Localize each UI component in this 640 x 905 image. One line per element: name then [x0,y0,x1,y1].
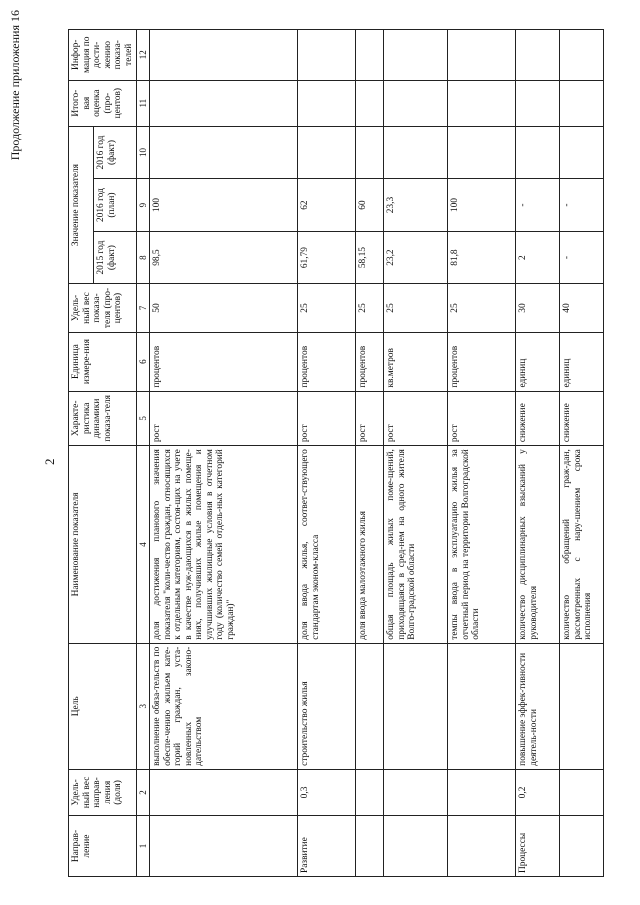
column-number: 5 [137,391,150,446]
cell-indicator-name: количество дисциплинарных взысканий у руководителя [516,446,560,644]
header-info: Инфор-мация по дости-жению показа-телей [69,30,137,81]
cell-total-score [516,80,560,126]
cell-indicator-name: доля ввода жилья, соответ-ствующего стандартам эконом-класса [298,446,356,644]
cell-goal: строительство жилья [298,643,356,769]
cell-direction [448,816,516,877]
cell-direction [150,816,298,877]
cell-direction-weight [150,769,298,815]
cell-indicator-weight: 25 [448,284,516,332]
table-row [516,30,560,877]
column-number: 9 [137,179,150,232]
cell-total-score [356,80,384,126]
cell-direction-weight: 0,2 [516,769,560,815]
cell-2016-plan: - [560,179,604,232]
column-number: 8 [137,231,150,284]
cell-dynamics: рост [150,391,298,446]
cell-info [384,30,448,81]
cell-goal: повышение эффек-тивности деятель-ности [516,643,560,769]
cell-2016-plan: 60 [356,179,384,232]
table-row [448,30,516,877]
header-row-1 [69,30,94,877]
cell-unit: кв.метров [384,332,448,391]
cell-2016-plan: 100 [150,179,298,232]
header-unit: Единица измере-ния [69,332,137,391]
column-number: 11 [137,80,150,126]
column-number: 4 [137,446,150,644]
cell-2016-plan: 62 [298,179,356,232]
cell-info [150,30,298,81]
column-number: 1 [137,816,150,877]
cell-indicator-weight: 25 [384,284,448,332]
header-values-group: Значение показателя [69,126,94,284]
cell-indicator-name: количество обращений граж-дан, рассмотренных с нару-шением срока исполнения [560,446,604,644]
header-2016-plan: 2016 год (план) [94,179,137,232]
header-indicator-weight: Удель-ный вес показа-теля (про-центов) [69,284,137,332]
cell-direction-weight [560,769,604,815]
cell-2015-fact: 61,79 [298,231,356,284]
cell-indicator-name: общая площадь жилых поме-щений, приходящаяся в сред-нем на одного жителя Волго-градской области [384,446,448,644]
cell-info [298,30,356,81]
cell-indicator-name: доля достижения планового значения показателя "коли-чество граждан, относящихся к отдельным категориям, состоя-щих на учете в качестве нуж-дающихся в жилых помеще-ниях, получивших жилые помещения и улучшивших жилищные условия в отчетном году (количество семей отдель-ных категорий граждан)" [150,446,298,644]
cell-2016-fact [298,126,356,179]
cell-2016-fact [560,126,604,179]
cell-2015-fact: 23,2 [384,231,448,284]
cell-dynamics: снижение [516,391,560,446]
cell-info [516,30,560,81]
cell-info [356,30,384,81]
cell-direction [356,816,384,877]
header-goal: Цель [69,643,137,769]
column-number: 10 [137,126,150,179]
cell-2016-plan: 100 [448,179,516,232]
cell-dynamics: рост [356,391,384,446]
cell-total-score [298,80,356,126]
cell-indicator-weight: 25 [298,284,356,332]
cell-total-score [384,80,448,126]
table-row [298,30,356,877]
cell-direction-weight [384,769,448,815]
cell-indicator-weight: 50 [150,284,298,332]
header-2016-fact: 2016 год (факт) [94,126,137,179]
cell-unit: единиц [516,332,560,391]
cell-total-score [560,80,604,126]
header-2015-fact: 2015 год (факт) [94,231,137,284]
cell-2016-plan: - [516,179,560,232]
header-indicator-name: Наименование показателя [69,446,137,644]
cell-2016-fact [384,126,448,179]
cell-2016-plan: 23,3 [384,179,448,232]
cell-goal: выполнение обяза-тельств по обеспе-чению жильем кате-горий граждан, уста-новленных законо-дательством [150,643,298,769]
cell-direction: Процессы [516,816,560,877]
cell-info [448,30,516,81]
column-number: 6 [137,332,150,391]
cell-info [560,30,604,81]
table-row [384,30,448,877]
cell-unit: единиц [560,332,604,391]
column-number: 2 [137,769,150,815]
cell-indicator-name: доля ввода малоэтажного жилья [356,446,384,644]
cell-unit: процентов [356,332,384,391]
cell-total-score [150,80,298,126]
page-number: 2 [42,458,57,465]
column-number-row [137,30,150,877]
column-number: 7 [137,284,150,332]
cell-2015-fact: - [560,231,604,284]
cell-unit: процентов [448,332,516,391]
cell-goal [560,643,604,769]
cell-2015-fact: 81,8 [448,231,516,284]
indicator-table [68,29,604,877]
cell-direction [384,816,448,877]
header-dynamics: Характе-ристика динамики показа-теля [69,391,137,446]
cell-2015-fact: 2 [516,231,560,284]
table-row [150,30,298,877]
cell-indicator-weight: 25 [356,284,384,332]
table-row [356,30,384,877]
header-total-score: Итого-вая оценка (про-центов) [69,80,137,126]
cell-direction-weight: 0,3 [298,769,356,815]
cell-goal [448,643,516,769]
cell-direction [560,816,604,877]
cell-2016-fact [356,126,384,179]
column-number: 12 [137,30,150,81]
cell-goal [384,643,448,769]
cell-dynamics: рост [298,391,356,446]
header-direction-weight: Удель-ный вес направ-ления (доля) [69,769,137,815]
cell-dynamics: рост [448,391,516,446]
cell-goal [356,643,384,769]
cell-direction: Развитие [298,816,356,877]
cell-2016-fact [516,126,560,179]
cell-indicator-name: темпы ввода в эксплуатацию жилья за отчетный период на территории Волгоградской области [448,446,516,644]
cell-2016-fact [448,126,516,179]
cell-2016-fact [150,126,298,179]
cell-unit: процентов [298,332,356,391]
cell-indicator-weight: 30 [516,284,560,332]
cell-2015-fact: 58,15 [356,231,384,284]
cell-direction-weight [448,769,516,815]
table-row [560,30,604,877]
header-direction: Направ-ление [69,816,137,877]
cell-dynamics: снижение [560,391,604,446]
cell-dynamics: рост [384,391,448,446]
cell-unit: процентов [150,332,298,391]
cell-total-score [448,80,516,126]
cell-direction-weight [356,769,384,815]
column-number: 3 [137,643,150,769]
cell-2015-fact: 98,5 [150,231,298,284]
continuation-title: Продолжение приложения 16 [8,10,22,161]
cell-indicator-weight: 40 [560,284,604,332]
